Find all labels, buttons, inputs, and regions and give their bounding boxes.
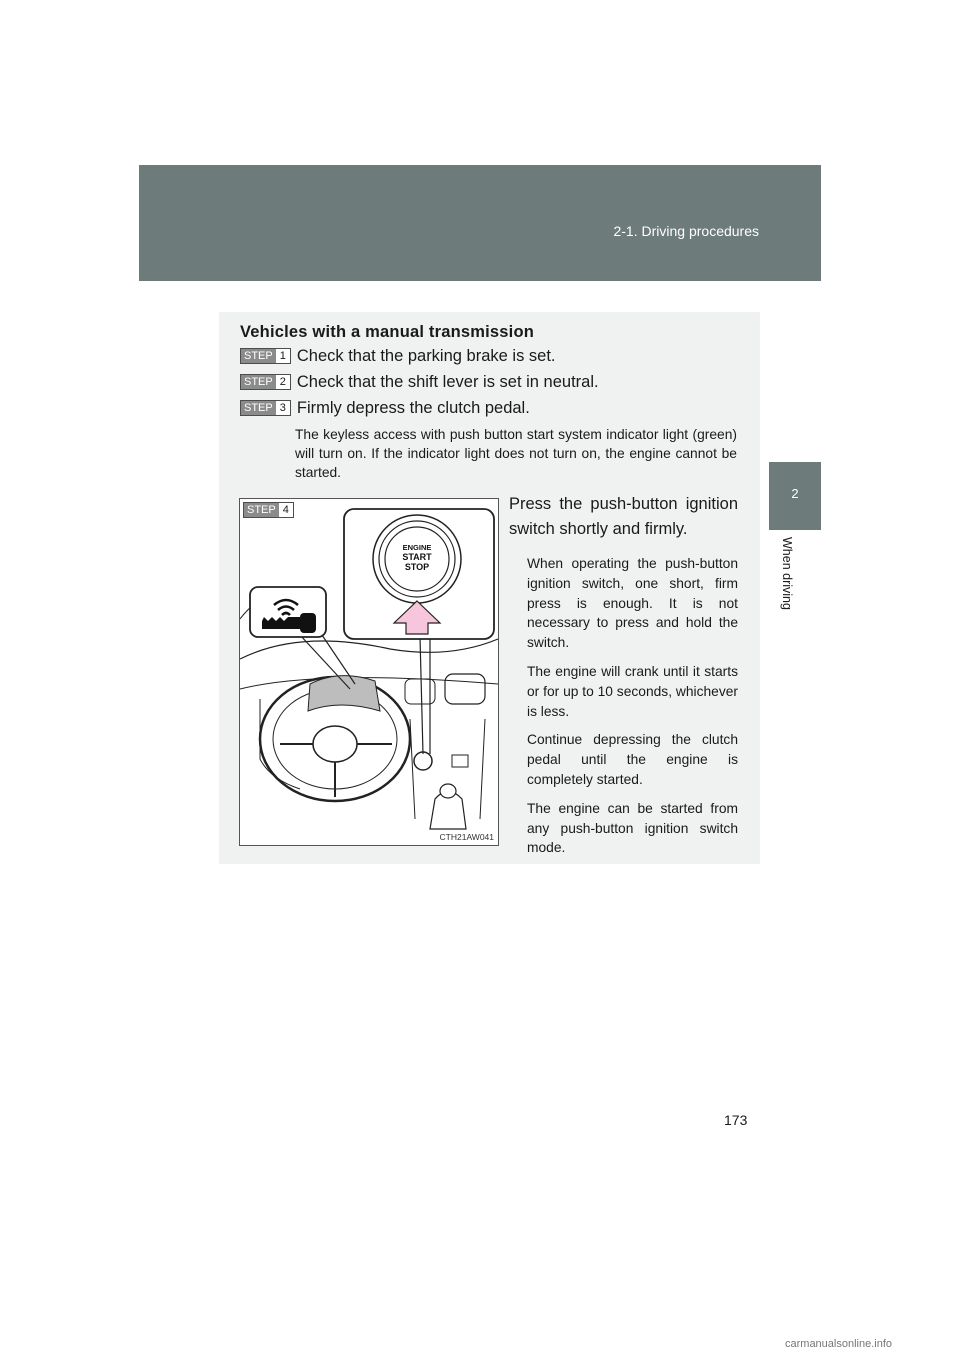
step-4-lead: Press the push-button ignition switch shortly and firmly. bbox=[509, 495, 738, 538]
button-text: ENGINE bbox=[402, 543, 432, 552]
chapter-label: When driving bbox=[780, 537, 794, 610]
watermark: carmanualsonline.info bbox=[785, 1338, 893, 1350]
engine-start-button bbox=[373, 515, 461, 603]
step-3 bbox=[240, 397, 530, 419]
content-box bbox=[219, 312, 760, 864]
step-1 bbox=[240, 345, 556, 367]
step-text: Firmly depress the clutch pedal. bbox=[296, 398, 530, 417]
step-4-paragraph: When operating the push-button ignition switch, one short, firm press is enough. It is not necessary to press and hold the switch. bbox=[527, 556, 738, 651]
step-badge: STEP 2 bbox=[240, 374, 291, 390]
illustration-code: CTH21AW041 bbox=[439, 832, 494, 842]
indicator-note: The keyless access with push button start system indicator light (green) will turn on. If the indicator light does not turn on, the engine cannot be started. bbox=[295, 427, 737, 480]
step-4-paragraph: The engine will crank until it starts or for up to 10 seconds, whichever is less. bbox=[527, 663, 738, 719]
page-number: 173 bbox=[724, 1112, 748, 1128]
chapter-number: 2 bbox=[791, 486, 799, 501]
step-4-text bbox=[509, 492, 738, 867]
illustration bbox=[239, 498, 499, 846]
section-header bbox=[139, 165, 821, 281]
dashboard-illustration bbox=[240, 499, 498, 845]
step-text: Check that the parking brake is set. bbox=[296, 346, 556, 365]
button-text: START bbox=[402, 552, 432, 562]
step-text: Check that the shift lever is set in neutral. bbox=[296, 372, 599, 391]
chapter-tab bbox=[769, 462, 821, 530]
button-text: STOP bbox=[404, 562, 430, 572]
step-4-paragraph: The engine can be started from any push-button ignition switch mode. bbox=[527, 800, 738, 856]
step-2 bbox=[240, 371, 599, 393]
step-badge: STEP 1 bbox=[240, 348, 291, 364]
step-badge: STEP 4 bbox=[243, 502, 294, 518]
step-4-paragraph: Continue depressing the clutch pedal until the engine is completely started. bbox=[527, 732, 738, 787]
section-heading: Vehicles with a manual transmission bbox=[240, 323, 535, 341]
step-badge: STEP 3 bbox=[240, 400, 291, 416]
section-title: 2-1. Driving procedures bbox=[613, 223, 759, 239]
